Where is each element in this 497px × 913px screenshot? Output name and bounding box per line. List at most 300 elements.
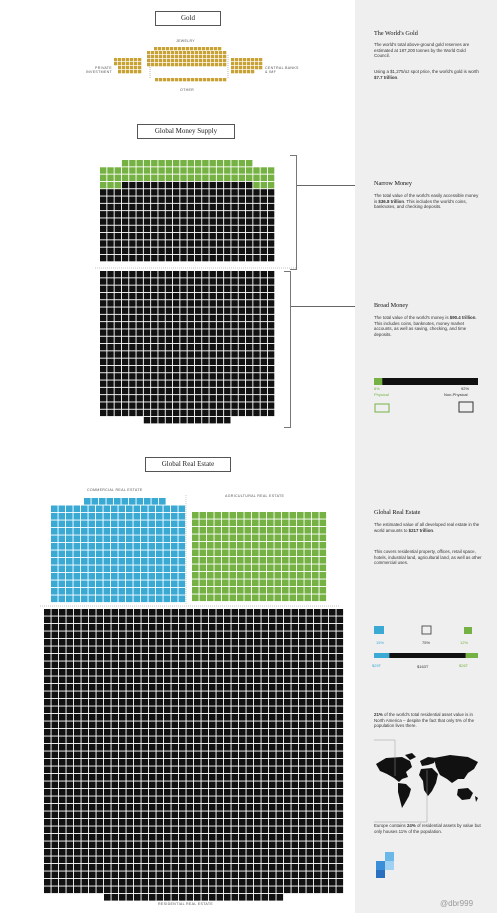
re-unit-residential [284, 804, 291, 811]
sidebar-annotations [355, 0, 497, 913]
re-unit-agricultural [230, 572, 237, 579]
re-unit-commercial [171, 566, 178, 573]
re-unit-residential [262, 707, 269, 714]
re-unit-residential [67, 707, 74, 714]
re-unit-residential [292, 759, 299, 766]
re-unit-residential [232, 632, 239, 639]
re-unit-residential [82, 744, 89, 751]
re-unit-residential [59, 744, 66, 751]
re-unit-residential [74, 887, 81, 894]
re-unit-residential [239, 684, 246, 691]
re-unit-residential [322, 789, 329, 796]
re-unit-residential [202, 684, 209, 691]
re-unit-residential [67, 782, 74, 789]
re-unit-residential [164, 759, 171, 766]
re-unit-commercial [141, 506, 148, 513]
re-unit-residential [254, 782, 261, 789]
re-unit-commercial [104, 506, 111, 513]
re-unit-agricultural [320, 550, 327, 557]
re-unit-residential [329, 744, 336, 751]
re-unit-residential [127, 894, 134, 901]
re-unit-residential [262, 887, 269, 894]
re-unit-agricultural [192, 550, 199, 557]
re-unit-residential [97, 699, 104, 706]
re-unit-residential [314, 864, 321, 871]
re-unit-agricultural [207, 520, 214, 527]
re-unit-commercial [51, 543, 58, 550]
re-unit-agricultural [320, 557, 327, 564]
re-unit-residential [284, 699, 291, 706]
re-unit-residential [284, 819, 291, 826]
re-unit-residential [337, 759, 344, 766]
re-unit-residential [337, 684, 344, 691]
re-unit-residential [119, 684, 126, 691]
re-unit-commercial [141, 573, 148, 580]
re-unit-residential [179, 857, 186, 864]
re-unit-residential [269, 887, 276, 894]
re-unit-residential [217, 744, 224, 751]
re-unit-residential [292, 722, 299, 729]
re-unit-residential [322, 797, 329, 804]
re-unit-residential [157, 752, 164, 759]
re-unit-residential [74, 684, 81, 691]
re-unit-residential [209, 774, 216, 781]
re-unit-commercial [156, 573, 163, 580]
re-unit-residential [104, 714, 111, 721]
re-unit-residential [209, 647, 216, 654]
re-unit-residential [314, 692, 321, 699]
re-unit-residential [232, 827, 239, 834]
re-unit-residential [119, 669, 126, 676]
re-unit-residential [134, 737, 141, 744]
re-unit-residential [187, 804, 194, 811]
re-unit-commercial [134, 588, 141, 595]
re-unit-residential [59, 624, 66, 631]
re-unit-residential [59, 707, 66, 714]
re-unit-residential [329, 774, 336, 781]
re-unit-residential [337, 842, 344, 849]
re-unit-residential [254, 714, 261, 721]
re-unit-residential [112, 894, 119, 901]
re-unit-residential [224, 894, 231, 901]
re-unit-residential [262, 744, 269, 751]
re-unit-residential [74, 827, 81, 834]
re-unit-commercial [96, 506, 103, 513]
re-unit-residential [292, 744, 299, 751]
re-unit-residential [329, 692, 336, 699]
re-unit-residential [277, 632, 284, 639]
re-unit-residential [194, 827, 201, 834]
re-unit-residential [292, 632, 299, 639]
re-unit-agricultural [275, 550, 282, 557]
re-unit-residential [269, 864, 276, 871]
re-unit-residential [337, 707, 344, 714]
re-unit-agricultural [230, 542, 237, 549]
re-unit-residential [209, 684, 216, 691]
re-unit-residential [247, 842, 254, 849]
re-unit-residential [247, 789, 254, 796]
re-unit-commercial [126, 558, 133, 565]
re-unit-residential [149, 654, 156, 661]
re-unit-residential [239, 789, 246, 796]
re-unit-commercial [51, 528, 58, 535]
re-unit-residential [97, 707, 104, 714]
re-unit-residential [82, 804, 89, 811]
re-unit-residential [209, 834, 216, 841]
re-unit-residential [52, 662, 59, 669]
re-unit-agricultural [215, 520, 222, 527]
re-unit-residential [277, 872, 284, 879]
re-unit-agricultural [245, 580, 252, 587]
re-unit-residential [172, 654, 179, 661]
re-unit-commercial [111, 581, 118, 588]
re-unit-commercial [149, 588, 156, 595]
re-unit-residential [112, 819, 119, 826]
re-unit-residential [59, 819, 66, 826]
re-unit-residential [89, 692, 96, 699]
re-unit-commercial [111, 596, 118, 603]
re-unit-residential [59, 677, 66, 684]
re-unit-residential [104, 782, 111, 789]
re-unit-agricultural [267, 595, 274, 602]
re-unit-residential [127, 857, 134, 864]
re-unit-residential [292, 669, 299, 676]
re-unit-residential [284, 752, 291, 759]
re-unit-residential [262, 879, 269, 886]
re-unit-residential [67, 662, 74, 669]
re-unit-residential [292, 647, 299, 654]
re-unit-agricultural [245, 595, 252, 602]
re-unit-residential [187, 834, 194, 841]
re-unit-residential [232, 834, 239, 841]
re-unit-commercial [156, 543, 163, 550]
re-unit-residential [217, 752, 224, 759]
re-unit-residential [179, 647, 186, 654]
re-unit-commercial [134, 551, 141, 558]
re-unit-residential [187, 759, 194, 766]
re-unit-residential [172, 879, 179, 886]
re-unit-commercial [141, 513, 148, 520]
re-unit-residential [112, 707, 119, 714]
re-unit-residential [179, 662, 186, 669]
re-unit-residential [269, 834, 276, 841]
re-unit-agricultural [222, 520, 229, 527]
re-unit-agricultural [215, 595, 222, 602]
re-unit-residential [277, 677, 284, 684]
re-unit-residential [67, 834, 74, 841]
re-unit-residential [112, 797, 119, 804]
re-unit-residential [134, 609, 141, 616]
re-unit-residential [209, 842, 216, 849]
re-unit-residential [262, 714, 269, 721]
re-unit-residential [67, 759, 74, 766]
re-unit-residential [52, 759, 59, 766]
re-unit-residential [59, 842, 66, 849]
re-unit-residential [239, 669, 246, 676]
re-unit-residential [314, 849, 321, 856]
re-unit-residential [337, 617, 344, 624]
re-unit-residential [254, 609, 261, 616]
re-unit-residential [119, 759, 126, 766]
re-unit-agricultural [245, 520, 252, 527]
label-commercial: COMMERCIAL REAL ESTATE [87, 488, 143, 492]
realestate-title: Global Real Estate [145, 457, 231, 472]
re-unit-residential [322, 669, 329, 676]
re-unit-residential [209, 624, 216, 631]
re-unit-residential [254, 699, 261, 706]
re-unit-residential [44, 759, 51, 766]
re-unit-residential [59, 782, 66, 789]
re-unit-residential [149, 864, 156, 871]
re-unit-residential [209, 639, 216, 646]
re-unit-residential [194, 722, 201, 729]
re-unit-residential [254, 722, 261, 729]
re-unit-agricultural [297, 550, 304, 557]
re-unit-residential [82, 767, 89, 774]
watermark: @dbr999 [440, 899, 474, 908]
re-unit-residential [307, 699, 314, 706]
re-unit-residential [164, 789, 171, 796]
re-unit-residential [179, 834, 186, 841]
re-unit-residential [217, 872, 224, 879]
re-unit-residential [74, 617, 81, 624]
re-unit-agricultural [207, 565, 214, 572]
re-unit-commercial [156, 521, 163, 528]
re-unit-residential [284, 669, 291, 676]
label-private-investment: PRIVATE INVESTMENT [85, 66, 112, 74]
re-unit-commercial [104, 573, 111, 580]
re-unit-residential [232, 617, 239, 624]
re-unit-residential [82, 812, 89, 819]
re-unit-residential [292, 752, 299, 759]
re-unit-residential [127, 647, 134, 654]
re-unit-residential [187, 872, 194, 879]
re-unit-residential [149, 804, 156, 811]
re-unit-commercial [59, 581, 66, 588]
re-unit-agricultural [207, 595, 214, 602]
re-unit-residential [142, 879, 149, 886]
re-unit-residential [157, 774, 164, 781]
re-unit-residential [247, 894, 254, 901]
re-unit-residential [202, 737, 209, 744]
re-unit-agricultural [282, 595, 289, 602]
re-unit-residential [232, 857, 239, 864]
re-unit-residential [89, 707, 96, 714]
re-unit-residential [262, 632, 269, 639]
re-unit-residential [67, 647, 74, 654]
re-unit-residential [322, 624, 329, 631]
re-unit-residential [307, 879, 314, 886]
re-unit-residential [44, 879, 51, 886]
re-unit-residential [119, 789, 126, 796]
re-unit-residential [269, 872, 276, 879]
re-unit-residential [224, 609, 231, 616]
re-unit-residential [322, 744, 329, 751]
re-unit-residential [142, 752, 149, 759]
re-unit-residential [97, 789, 104, 796]
re-unit-commercial [81, 543, 88, 550]
re-unit-commercial [59, 596, 66, 603]
re-unit-residential [277, 782, 284, 789]
re-unit-residential [292, 782, 299, 789]
re-unit-residential [164, 797, 171, 804]
re-unit-residential [247, 729, 254, 736]
plant-icon [464, 627, 472, 634]
re-unit-residential [44, 662, 51, 669]
re-unit-residential [164, 879, 171, 886]
money-split-bar [372, 374, 482, 424]
re-unit-residential [337, 789, 344, 796]
re-unit-residential [224, 819, 231, 826]
re-unit-agricultural [267, 557, 274, 564]
re-unit-residential [314, 752, 321, 759]
re-unit-residential [134, 774, 141, 781]
re-unit-residential [179, 639, 186, 646]
re-share-residential [389, 653, 465, 658]
re-unit-residential [44, 744, 51, 751]
re-unit-residential [104, 617, 111, 624]
re-unit-residential [337, 662, 344, 669]
re-unit-residential [337, 692, 344, 699]
re-unit-residential [209, 782, 216, 789]
re-unit-residential [232, 789, 239, 796]
re-unit-residential [292, 849, 299, 856]
re-unit-residential [194, 692, 201, 699]
re-unit-residential [142, 737, 149, 744]
re-unit-residential [179, 632, 186, 639]
re-unit-residential [277, 722, 284, 729]
re-unit-residential [277, 609, 284, 616]
re-unit-residential [44, 609, 51, 616]
re-unit-residential [172, 797, 179, 804]
re-unit-commercial [59, 573, 66, 580]
re-unit-residential [262, 774, 269, 781]
re-unit-agricultural [267, 572, 274, 579]
re-unit-residential [134, 752, 141, 759]
re-unit-residential [142, 632, 149, 639]
re-unit-residential [67, 684, 74, 691]
re-unit-commercial [51, 596, 58, 603]
re-unit-agricultural [215, 527, 222, 534]
re-unit-residential [112, 714, 119, 721]
re-unit-residential [224, 752, 231, 759]
re-unit-residential [277, 737, 284, 744]
re-unit-residential [307, 624, 314, 631]
re-unit-residential [104, 669, 111, 676]
re-unit-residential [52, 669, 59, 676]
re-unit-residential [269, 737, 276, 744]
re-unit-residential [134, 647, 141, 654]
re-unit-residential [82, 789, 89, 796]
re-unit-residential [232, 699, 239, 706]
re-unit-residential [149, 647, 156, 654]
re-unit-commercial [171, 513, 178, 520]
re-unit-residential [172, 827, 179, 834]
re-unit-agricultural [207, 512, 214, 519]
re-unit-residential [292, 879, 299, 886]
re-unit-residential [89, 812, 96, 819]
re-unit-commercial [126, 588, 133, 595]
re-unit-agricultural [297, 595, 304, 602]
re-unit-residential [277, 714, 284, 721]
re-unit-residential [97, 827, 104, 834]
re-unit-residential [224, 827, 231, 834]
re-unit-residential [322, 812, 329, 819]
re-unit-residential [254, 864, 261, 871]
re-unit-agricultural [290, 527, 297, 534]
re-unit-residential [187, 684, 194, 691]
re-unit-residential [217, 692, 224, 699]
re-unit-residential [262, 804, 269, 811]
re-unit-commercial [74, 513, 81, 520]
re-unit-commercial [111, 588, 118, 595]
re-unit-commercial [74, 536, 81, 543]
re-unit-commercial [171, 581, 178, 588]
physical-pct: 8% [374, 386, 380, 391]
re-unit-commercial [141, 581, 148, 588]
re-unit-residential [202, 677, 209, 684]
re-unit-residential [337, 804, 344, 811]
re-unit-residential [322, 872, 329, 879]
re-unit-residential [202, 662, 209, 669]
re-unit-commercial [137, 498, 144, 505]
re-unit-residential [322, 857, 329, 864]
re-unit-agricultural [200, 557, 207, 564]
re-unit-residential [254, 842, 261, 849]
re-unit-residential [337, 819, 344, 826]
re-unit-residential [232, 677, 239, 684]
re-unit-residential [52, 729, 59, 736]
re-unit-residential [134, 767, 141, 774]
re-unit-residential [97, 857, 104, 864]
re-unit-residential [307, 759, 314, 766]
re-unit-residential [74, 639, 81, 646]
re-unit-residential [299, 699, 306, 706]
re-unit-agricultural [252, 565, 259, 572]
re-unit-residential [104, 857, 111, 864]
re-unit-residential [217, 684, 224, 691]
re-unit-residential [329, 789, 336, 796]
re-unit-commercial [59, 588, 66, 595]
re-unit-residential [224, 677, 231, 684]
re-unit-residential [202, 789, 209, 796]
re-unit-residential [127, 864, 134, 871]
re-unit-commercial [134, 596, 141, 603]
re-unit-residential [269, 707, 276, 714]
re-unit-residential [119, 827, 126, 834]
re-unit-residential [262, 729, 269, 736]
broad-heading: Broad Money [374, 302, 409, 309]
re-unit-residential [127, 609, 134, 616]
re-unit-residential [142, 804, 149, 811]
re-unit-residential [164, 617, 171, 624]
re-unit-residential [239, 857, 246, 864]
re-unit-residential [112, 804, 119, 811]
re-unit-residential [322, 834, 329, 841]
re-unit-residential [269, 789, 276, 796]
re-unit-commercial [51, 506, 58, 513]
re-unit-agricultural [215, 580, 222, 587]
re-unit-residential [307, 842, 314, 849]
re-unit-residential [97, 804, 104, 811]
re-unit-residential [104, 774, 111, 781]
re-unit-residential [239, 647, 246, 654]
re-unit-agricultural [290, 520, 297, 527]
re-unit-residential [284, 812, 291, 819]
re-unit-residential [254, 804, 261, 811]
re-unit-residential [329, 624, 336, 631]
re-unit-residential [307, 887, 314, 894]
